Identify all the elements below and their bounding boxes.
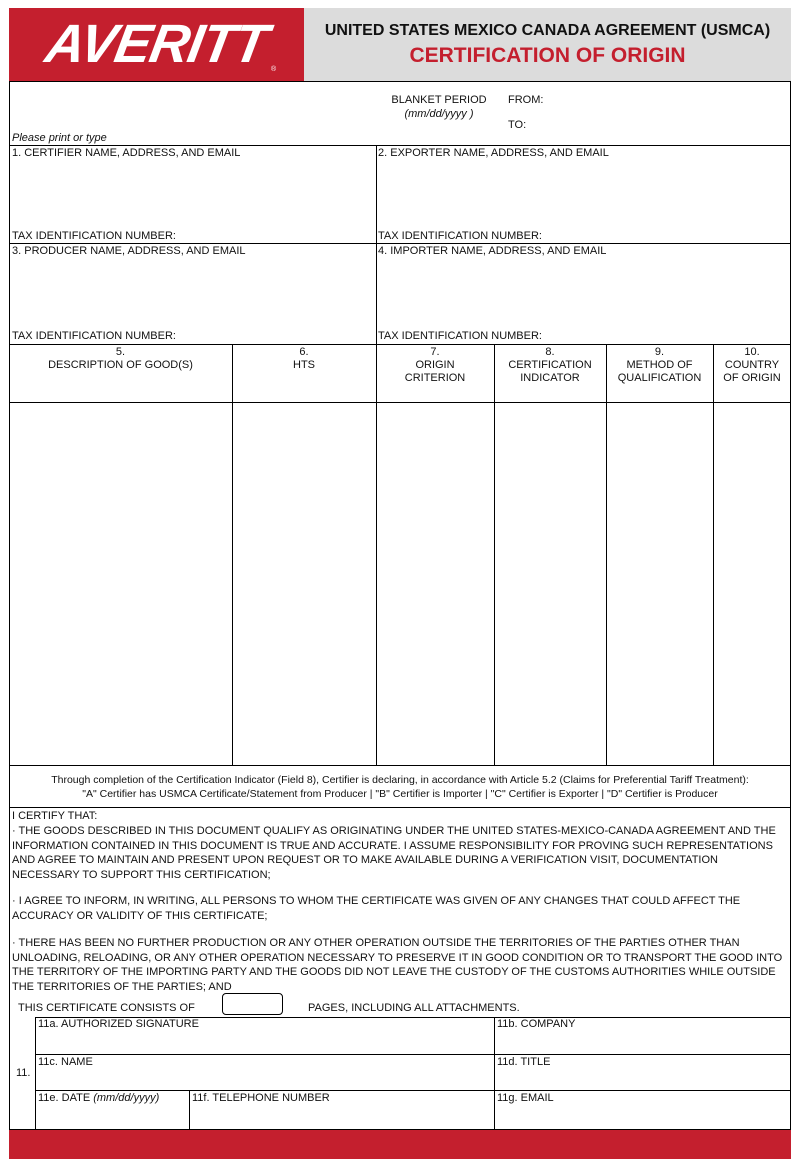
col-description-header xyxy=(9,346,232,372)
producer-tax-id-label: TAX IDENTIFICATION NUMBER: xyxy=(12,330,176,342)
indicator-note-line1: Through completion of the Certification Indicator (Field 8), Certifier is declaring, in accordance with Article 5.2 (Claims for Preferential Tariff Treatment): xyxy=(51,774,749,786)
divider xyxy=(189,1090,190,1130)
from-label: FROM: xyxy=(508,94,544,106)
col-num: 10. xyxy=(744,346,760,358)
email-field[interactable]: 11g. EMAIL xyxy=(497,1092,554,1104)
section-11-number: 11. xyxy=(16,1067,31,1079)
company-field[interactable]: 11b. COMPANY xyxy=(497,1018,576,1030)
pages-suffix: PAGES, INCLUDING ALL ATTACHMENTS. xyxy=(308,1002,520,1014)
method-entry-area[interactable] xyxy=(607,403,713,765)
print-note: Please print or type xyxy=(12,132,107,144)
col-certification-indicator-header xyxy=(494,346,606,385)
pages-prefix: THIS CERTIFICATE CONSISTS OF xyxy=(18,1002,195,1014)
divider xyxy=(35,1090,791,1091)
country-entry-area[interactable] xyxy=(714,403,790,765)
blanket-period-label: BLANKET PERIOD xyxy=(391,94,487,106)
col-title-line2: INDICATOR xyxy=(520,372,580,384)
col-title-line2: QUALIFICATION xyxy=(617,372,702,384)
registered-mark: ® xyxy=(271,66,277,73)
col-method-header xyxy=(606,346,713,385)
col-num: 6. xyxy=(299,346,309,358)
col-num: 7. xyxy=(430,346,440,358)
authorized-signature-field[interactable]: 11a. AUTHORIZED SIGNATURE xyxy=(38,1018,199,1030)
col-hts-header xyxy=(232,346,376,372)
importer-field[interactable]: 4. IMPORTER NAME, ADDRESS, AND EMAIL xyxy=(378,245,607,257)
certification-indicator-entry-area[interactable] xyxy=(495,403,606,765)
exporter-field[interactable]: 2. EXPORTER NAME, ADDRESS, AND EMAIL xyxy=(378,147,609,159)
certifier-field[interactable]: 1. CERTIFIER NAME, ADDRESS, AND EMAIL xyxy=(12,147,241,159)
divider xyxy=(35,1054,791,1055)
col-title-line2: CRITERION xyxy=(404,372,466,384)
averitt-logo xyxy=(9,8,304,81)
col-title: COUNTRY xyxy=(724,359,780,371)
title-field[interactable]: 11d. TITLE xyxy=(497,1056,551,1068)
divider xyxy=(9,765,791,766)
col-title: ORIGIN xyxy=(415,359,455,371)
name-field[interactable]: 11c. NAME xyxy=(38,1056,93,1068)
divider xyxy=(9,807,791,808)
date-format: (mm/dd/yyyy) xyxy=(93,1092,160,1104)
col-num: 5. xyxy=(115,346,126,358)
divider xyxy=(35,1017,36,1130)
divider xyxy=(9,243,791,244)
producer-field[interactable]: 3. PRODUCER NAME, ADDRESS, AND EMAIL xyxy=(12,245,246,257)
certify-paragraph-2: · I AGREE TO INFORM, IN WRITING, ALL PERSONS TO WHOM THE CERTIFICATE WAS GIVEN OF ANY CHANGES THAT COULD AFFECT THE ACCURACY OR VALIDITY OF THIS CERTIFICATE; xyxy=(12,895,741,922)
footer-bar xyxy=(9,1130,791,1159)
col-country-header xyxy=(713,346,791,385)
origin-criterion-entry-area[interactable] xyxy=(377,403,494,765)
date-field[interactable] xyxy=(38,1092,159,1105)
col-title: DESCRIPTION OF GOOD(S) xyxy=(48,359,193,371)
description-entry-area[interactable] xyxy=(10,403,232,765)
col-title: METHOD OF xyxy=(626,359,693,371)
col-title-line2: OF ORIGIN xyxy=(723,372,781,384)
form-title-block xyxy=(304,8,791,81)
telephone-field[interactable]: 11f. TELEPHONE NUMBER xyxy=(192,1092,330,1104)
certify-heading: I CERTIFY THAT: xyxy=(12,810,98,822)
certify-paragraph-3: · THERE HAS BEEN NO FURTHER PRODUCTION OR ANY OTHER OPERATION OUTSIDE THE TERRITORIES OF THE PARTIES OTHER THAN UNLOADING, RELOADING, OR ANY OTHER OPERATION NECESSARY TO PRESERVE IT IN GOOD CONDITION OR TO TRANSPORT THE GOOD INTO THE TERRITORY OF THE IMPORTING PARTY AND THE GOODS DID NOT LEAVE THE CUSTODY OF THE CUSTOMS AUTHORITIES WHILE OUTSIDE THE TERRITORIES OF THE PARTIES; AND xyxy=(12,937,783,993)
importer-tax-id-label: TAX IDENTIFICATION NUMBER: xyxy=(378,330,542,342)
col-origin-criterion-header xyxy=(376,346,494,385)
col-num: 9. xyxy=(654,346,665,358)
divider xyxy=(9,344,791,345)
exporter-tax-id-label: TAX IDENTIFICATION NUMBER: xyxy=(378,230,542,242)
pages-count-input[interactable] xyxy=(222,993,283,1015)
to-label: TO: xyxy=(508,119,527,131)
divider xyxy=(494,1017,495,1130)
indicator-note-line2: "A" Certifier has USMCA Certificate/Statement from Producer | "B" Certifier is Importer | "C" Certifier is Exporter | "D" Certifier is Producer xyxy=(82,788,718,800)
blanket-date-format: (mm/dd/yyyy ) xyxy=(404,108,474,120)
agreement-title: UNITED STATES MEXICO CANADA AGREEMENT (USMCA) xyxy=(324,22,771,39)
date-label: 11e. DATE xyxy=(38,1092,91,1104)
col-title: CERTIFICATION xyxy=(508,359,592,371)
form-title: CERTIFICATION OF ORIGIN xyxy=(409,44,686,67)
certifier-tax-id-label: TAX IDENTIFICATION NUMBER: xyxy=(12,230,176,242)
certify-paragraph-1: · THE GOODS DESCRIBED IN THIS DOCUMENT QUALIFY AS ORIGINATING UNDER THE UNITED STATES-MEXICO-CANADA AGREEMENT AND THE INFORMATION CONTAINED IN THIS DOCUMENT IS TRUE AND ACCURATE. I ASSUME RESPONSIBILITY FOR PROVING SUCH REPRESENTATIONS AND AGREE TO MAINTAIN AND PRESENT UPON REQUEST OR TO MAKE AVAILABLE DURING A VERIFICATION VISIT, DOCUMENTATION NECESSARY TO SUPPORT THIS CERTIFICATION; xyxy=(12,825,776,881)
col-num: 8. xyxy=(545,346,555,358)
col-title: HTS xyxy=(293,359,315,371)
hts-entry-area[interactable] xyxy=(233,403,376,765)
logo-wordmark: AVERITT xyxy=(41,14,272,74)
divider xyxy=(9,145,791,146)
